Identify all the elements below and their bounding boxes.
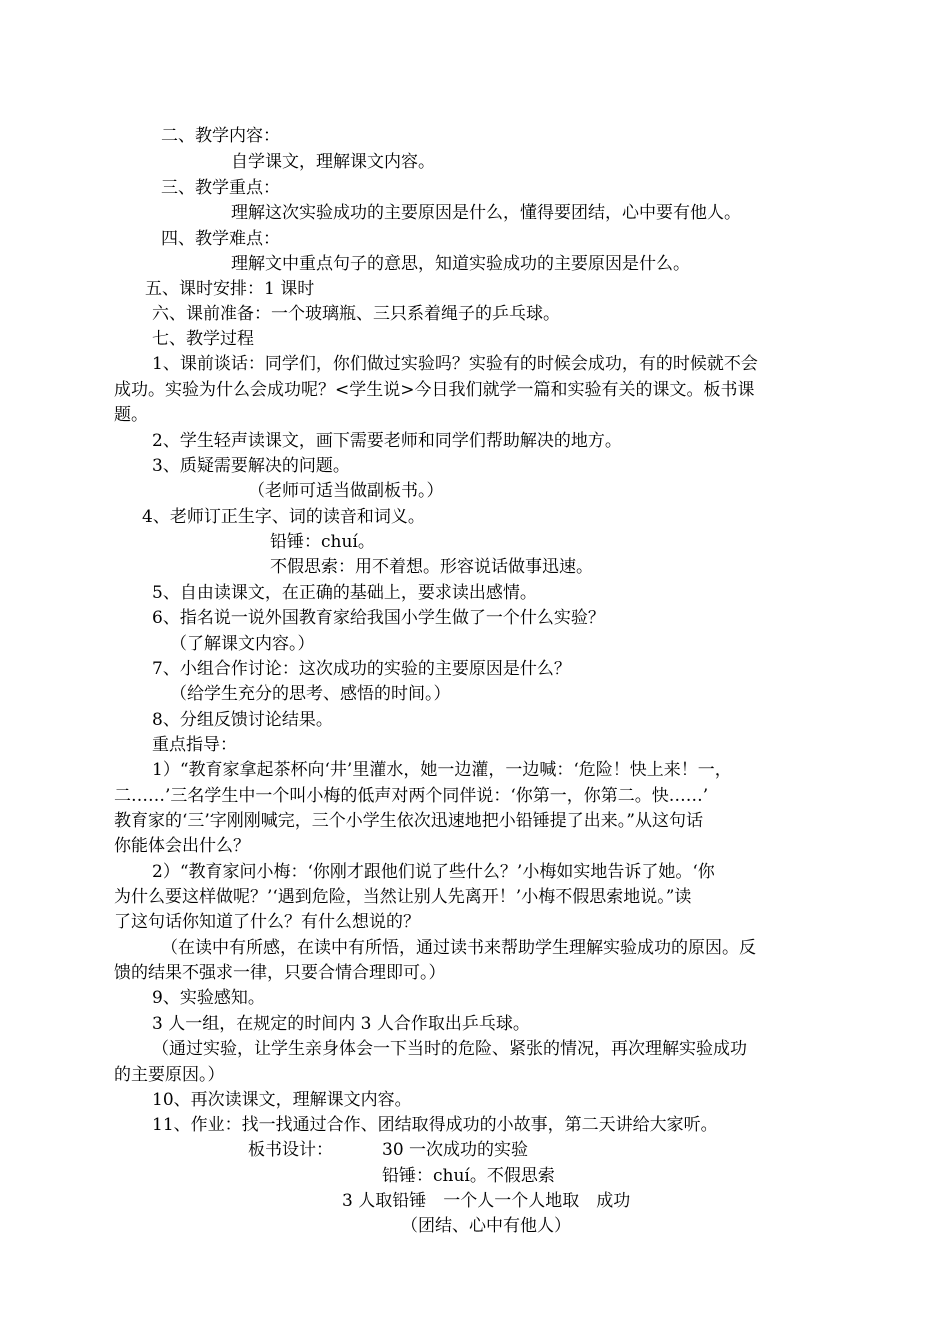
paragraph-line: （通过实验，让学生亲身体会一下当时的危险、紧张的情况，再次理解实验成功 xyxy=(152,1039,747,1059)
section-heading-schedule: 五、课时安排：1 课时 xyxy=(145,279,315,299)
paragraph-line: 9、实验感知。 xyxy=(152,988,265,1008)
difficulties-text: 理解文中重点句子的意思，知道实验成功的主要原因是什么。 xyxy=(231,254,690,274)
board-design-line: 3 人取铅锤 一个人一个人地取 成功 xyxy=(342,1191,631,1211)
paragraph-line: 题。 xyxy=(114,405,148,425)
paragraph-line: （老师可适当做副板书。） xyxy=(248,481,444,501)
paragraph-line: 11、作业：找一找通过合作、团结取得成功的小故事，第二天讲给大家听。 xyxy=(152,1115,718,1135)
paragraph-line: （在读中有所感，在读中有所悟，通过读书来帮助学生理解实验成功的原因。反 xyxy=(161,938,756,958)
paragraph-line: 2、学生轻声读课文，画下需要老师和同学们帮助解决的地方。 xyxy=(152,431,622,451)
paragraph-line: 3 人一组，在规定的时间内 3 人合作取出乒乓球。 xyxy=(152,1014,530,1034)
paragraph-line: 馈的结果不强求一律，只要合情合理即可。） xyxy=(114,963,446,983)
paragraph-line: 为什么要这样做呢？’‘遇到危险，当然让别人先离开！’小梅不假思索地说。”读 xyxy=(114,887,692,907)
paragraph-line: 你能体会出什么？ xyxy=(114,836,250,856)
vocab-line: 铅锤：chuí。 xyxy=(270,532,375,552)
paragraph-line: 6、指名说一说外国教育家给我国小学生做了一个什么实验？ xyxy=(152,608,605,628)
paragraph-line: （给学生充分的思考、感悟的时间。） xyxy=(170,684,451,704)
vocab-line: 不假思索：用不着想。形容说话做事迅速。 xyxy=(270,557,593,577)
paragraph-line: 二……’三名学生中一个叫小梅的低声对两个同伴说：‘你第一，你第二。快……’ xyxy=(114,786,709,806)
paragraph-line: 1、课前谈话：同学们，你们做过实验吗？实验有的时候会成功，有的时候就不会 xyxy=(152,354,758,374)
key-points-text: 理解这次实验成功的主要原因是什么，懂得要团结，心中要有他人。 xyxy=(231,203,741,223)
board-design-title: 30 一次成功的实验 xyxy=(382,1140,529,1160)
paragraph-line: 5、自由读课文，在正确的基础上，要求读出感情。 xyxy=(152,583,537,603)
paragraph-line: 的主要原因。） xyxy=(114,1065,225,1085)
paragraph-line: 7、小组合作讨论：这次成功的实验的主要原因是什么？ xyxy=(152,659,571,679)
paragraph-line: 了这句话你知道了什么？有什么想说的？ xyxy=(114,912,420,932)
paragraph-line: （了解课文内容。） xyxy=(170,634,315,654)
board-design-line: 铅锤：chuí。不假思索 xyxy=(382,1166,555,1186)
paragraph-line: 1）“教育家拿起茶杯向‘井’里灌水，她一边灌，一边喊：‘危险！快上来！一， xyxy=(152,760,732,780)
paragraph-line: 教育家的‘三’字刚刚喊完，三个小学生依次迅速地把小铅锤提了出来。”从这句话 xyxy=(114,811,703,831)
section-heading-key-points: 三、教学重点： xyxy=(161,178,280,198)
content-text: 自学课文，理解课文内容。 xyxy=(231,152,435,172)
board-design-line: （团结、心中有他人） xyxy=(401,1216,571,1236)
section-heading-process: 七、教学过程 xyxy=(152,329,254,349)
paragraph-line: 2）“教育家问小梅：‘你刚才跟他们说了些什么？’小梅如实地告诉了她。‘你 xyxy=(152,862,715,882)
paragraph-line: 4、老师订正生字、词的读音和词义。 xyxy=(142,507,425,527)
section-heading-difficulties: 四、教学难点： xyxy=(161,229,280,249)
paragraph-line: 10、再次读课文，理解课文内容。 xyxy=(152,1090,412,1110)
board-design-label: 板书设计： xyxy=(248,1140,333,1160)
paragraph-line: 3、质疑需要解决的问题。 xyxy=(152,456,350,476)
section-heading-preparation: 六、课前准备：一个玻璃瓶、三只系着绳子的乒乓球。 xyxy=(152,304,560,324)
paragraph-line: 8、分组反馈讨论结果。 xyxy=(152,710,333,730)
section-heading-content: 二、教学内容： xyxy=(161,126,280,146)
paragraph-line: 重点指导： xyxy=(152,735,237,755)
paragraph-line: 成功。实验为什么会成功呢？<学生说>今日我们就学一篇和实验有关的课文。板书课 xyxy=(114,380,755,400)
